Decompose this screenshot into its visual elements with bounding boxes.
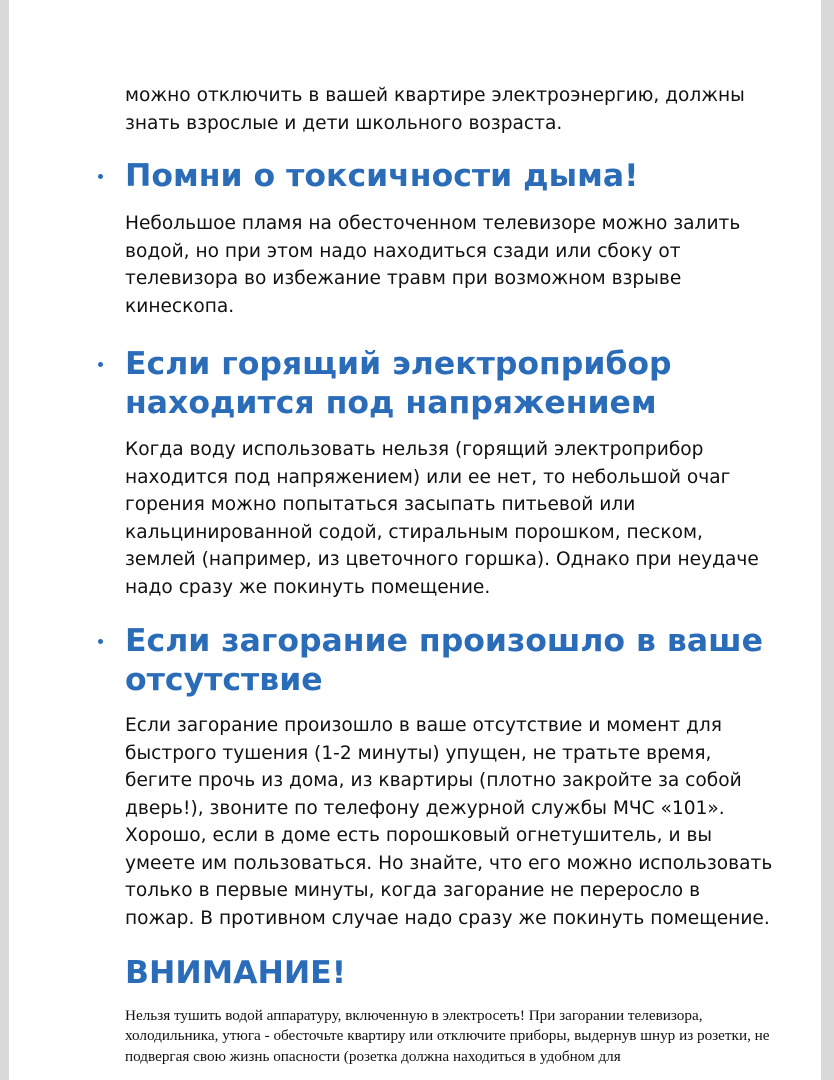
warning-title: ВНИМАНИЕ! (125, 955, 347, 991)
document-page (9, 0, 821, 1080)
section-heading (125, 157, 775, 196)
section-heading (125, 345, 775, 423)
section-body: Когда воду использовать нельзя (горящий электроприбор находится под напряжением) или ее нет, то небольшой очаг горения можно попытаться засыпать питьевой или кальцинированной содой, стиральным порошком, песком, землей (например, из цветочного горшка). Однако при неудаче надо сразу же покинуть помещение. (125, 439, 759, 598)
section-absence-fire (125, 622, 775, 932)
section-heading-text: Если горящий электроприбор находится под напряжением (125, 346, 672, 421)
document-content (125, 82, 775, 1067)
warning-text: Нельзя тушить водой аппаратуру, включенную в электросеть! При загорании телевизора, холодильника, утюга - обесточьте квартиру или отключите приборы, выдернув шнур из розетки, не подвергая свою жизнь опасности (розетка должна находиться в удобном для (125, 1007, 770, 1065)
bullet-icon (98, 639, 103, 644)
section-smoke-toxicity (125, 157, 775, 320)
section-heading (125, 622, 775, 700)
section-heading-text: Если загорание произошло в ваше отсутствие (125, 623, 763, 698)
section-live-appliance (125, 345, 775, 601)
section-body: Небольшое пламя на обесточенном телевизоре можно залить водой, но при этом надо находиться сзади или сбоку от телевизора во избежание травм при возможном взрыве кинескопа. (125, 213, 741, 317)
section-body: Если загорание произошло в ваше отсутствие и момент для быстрого тушения (1-2 минуты) упущен, не тратьте время, бегите прочь из дома, из квартиры (плотно закройте за собой дверь!), звоните по телефону дежурной службы МЧС «101». Хорошо, если в доме есть порошковый огнетушитель, и вы умеете им пользоваться. Но знайте, что его можно использовать только в первые минуты, когда загорание не переросло в пожар. В противном случае надо сразу же покинуть помещение. (125, 715, 773, 929)
bullet-icon (98, 362, 103, 367)
section-heading-text: Помни о токсичности дыма! (125, 158, 639, 194)
bullet-icon (98, 174, 103, 179)
intro-paragraph: можно отключить в вашей квартире электроэнергию, должны знать взрослые и дети школьного возраста. (125, 85, 745, 134)
